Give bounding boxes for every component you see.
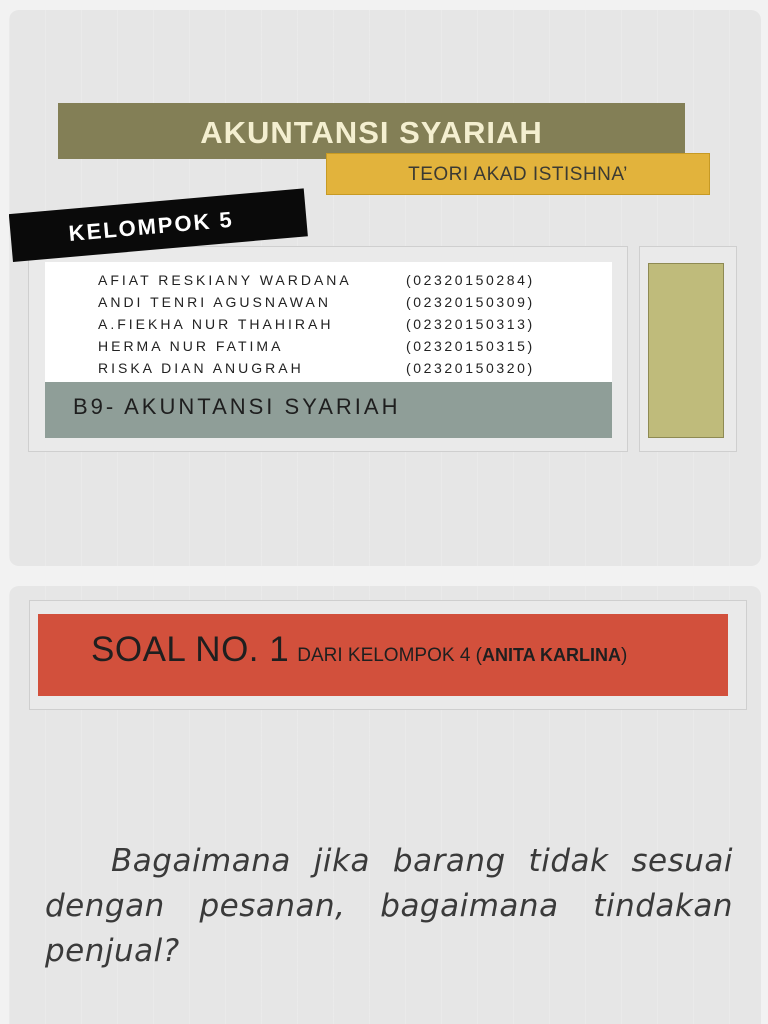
soal-from-name: ANITA KARLINA bbox=[482, 645, 621, 665]
question-text: Bagaimana jika barang tidak sesuai dengan pesanan, bagaimana tindakan penjual? bbox=[45, 843, 733, 969]
member-name: ANDI TENRI AGUSNAWAN bbox=[98, 294, 331, 310]
member-name: A.FIEKHA NUR THAHIRAH bbox=[98, 316, 334, 332]
group-tag: KELOMPOK 5 bbox=[9, 188, 308, 262]
soal-from-suffix: ) bbox=[620, 645, 628, 666]
slide-subtitle: TEORI AKAD ISTISHNA’ bbox=[326, 153, 710, 195]
member-name: AFIAT RESKIANY WARDANA bbox=[98, 272, 352, 288]
slide-2 bbox=[9, 586, 761, 1024]
slide-1 bbox=[9, 10, 761, 566]
slide-title: AKUNTANSI SYARIAH bbox=[200, 115, 543, 150]
member-nim: (02320150313) bbox=[406, 316, 535, 332]
member-name: HERMA NUR FATIMA bbox=[98, 338, 284, 354]
member-name: RISKA DIAN ANUGRAH bbox=[98, 360, 304, 376]
class-label: B9- AKUNTANSI SYARIAH bbox=[73, 394, 401, 419]
member-nim: (02320150284) bbox=[406, 272, 535, 288]
side-panel bbox=[648, 263, 724, 438]
soal-from-prefix: DARI KELOMPOK 4 ( bbox=[297, 645, 482, 666]
member-nim: (02320150309) bbox=[406, 294, 535, 310]
member-nim: (02320150315) bbox=[406, 338, 535, 354]
soal-heading bbox=[91, 630, 627, 670]
soal-number: SOAL NO. 1 bbox=[91, 630, 290, 669]
member-nim: (02320150320) bbox=[406, 360, 535, 376]
